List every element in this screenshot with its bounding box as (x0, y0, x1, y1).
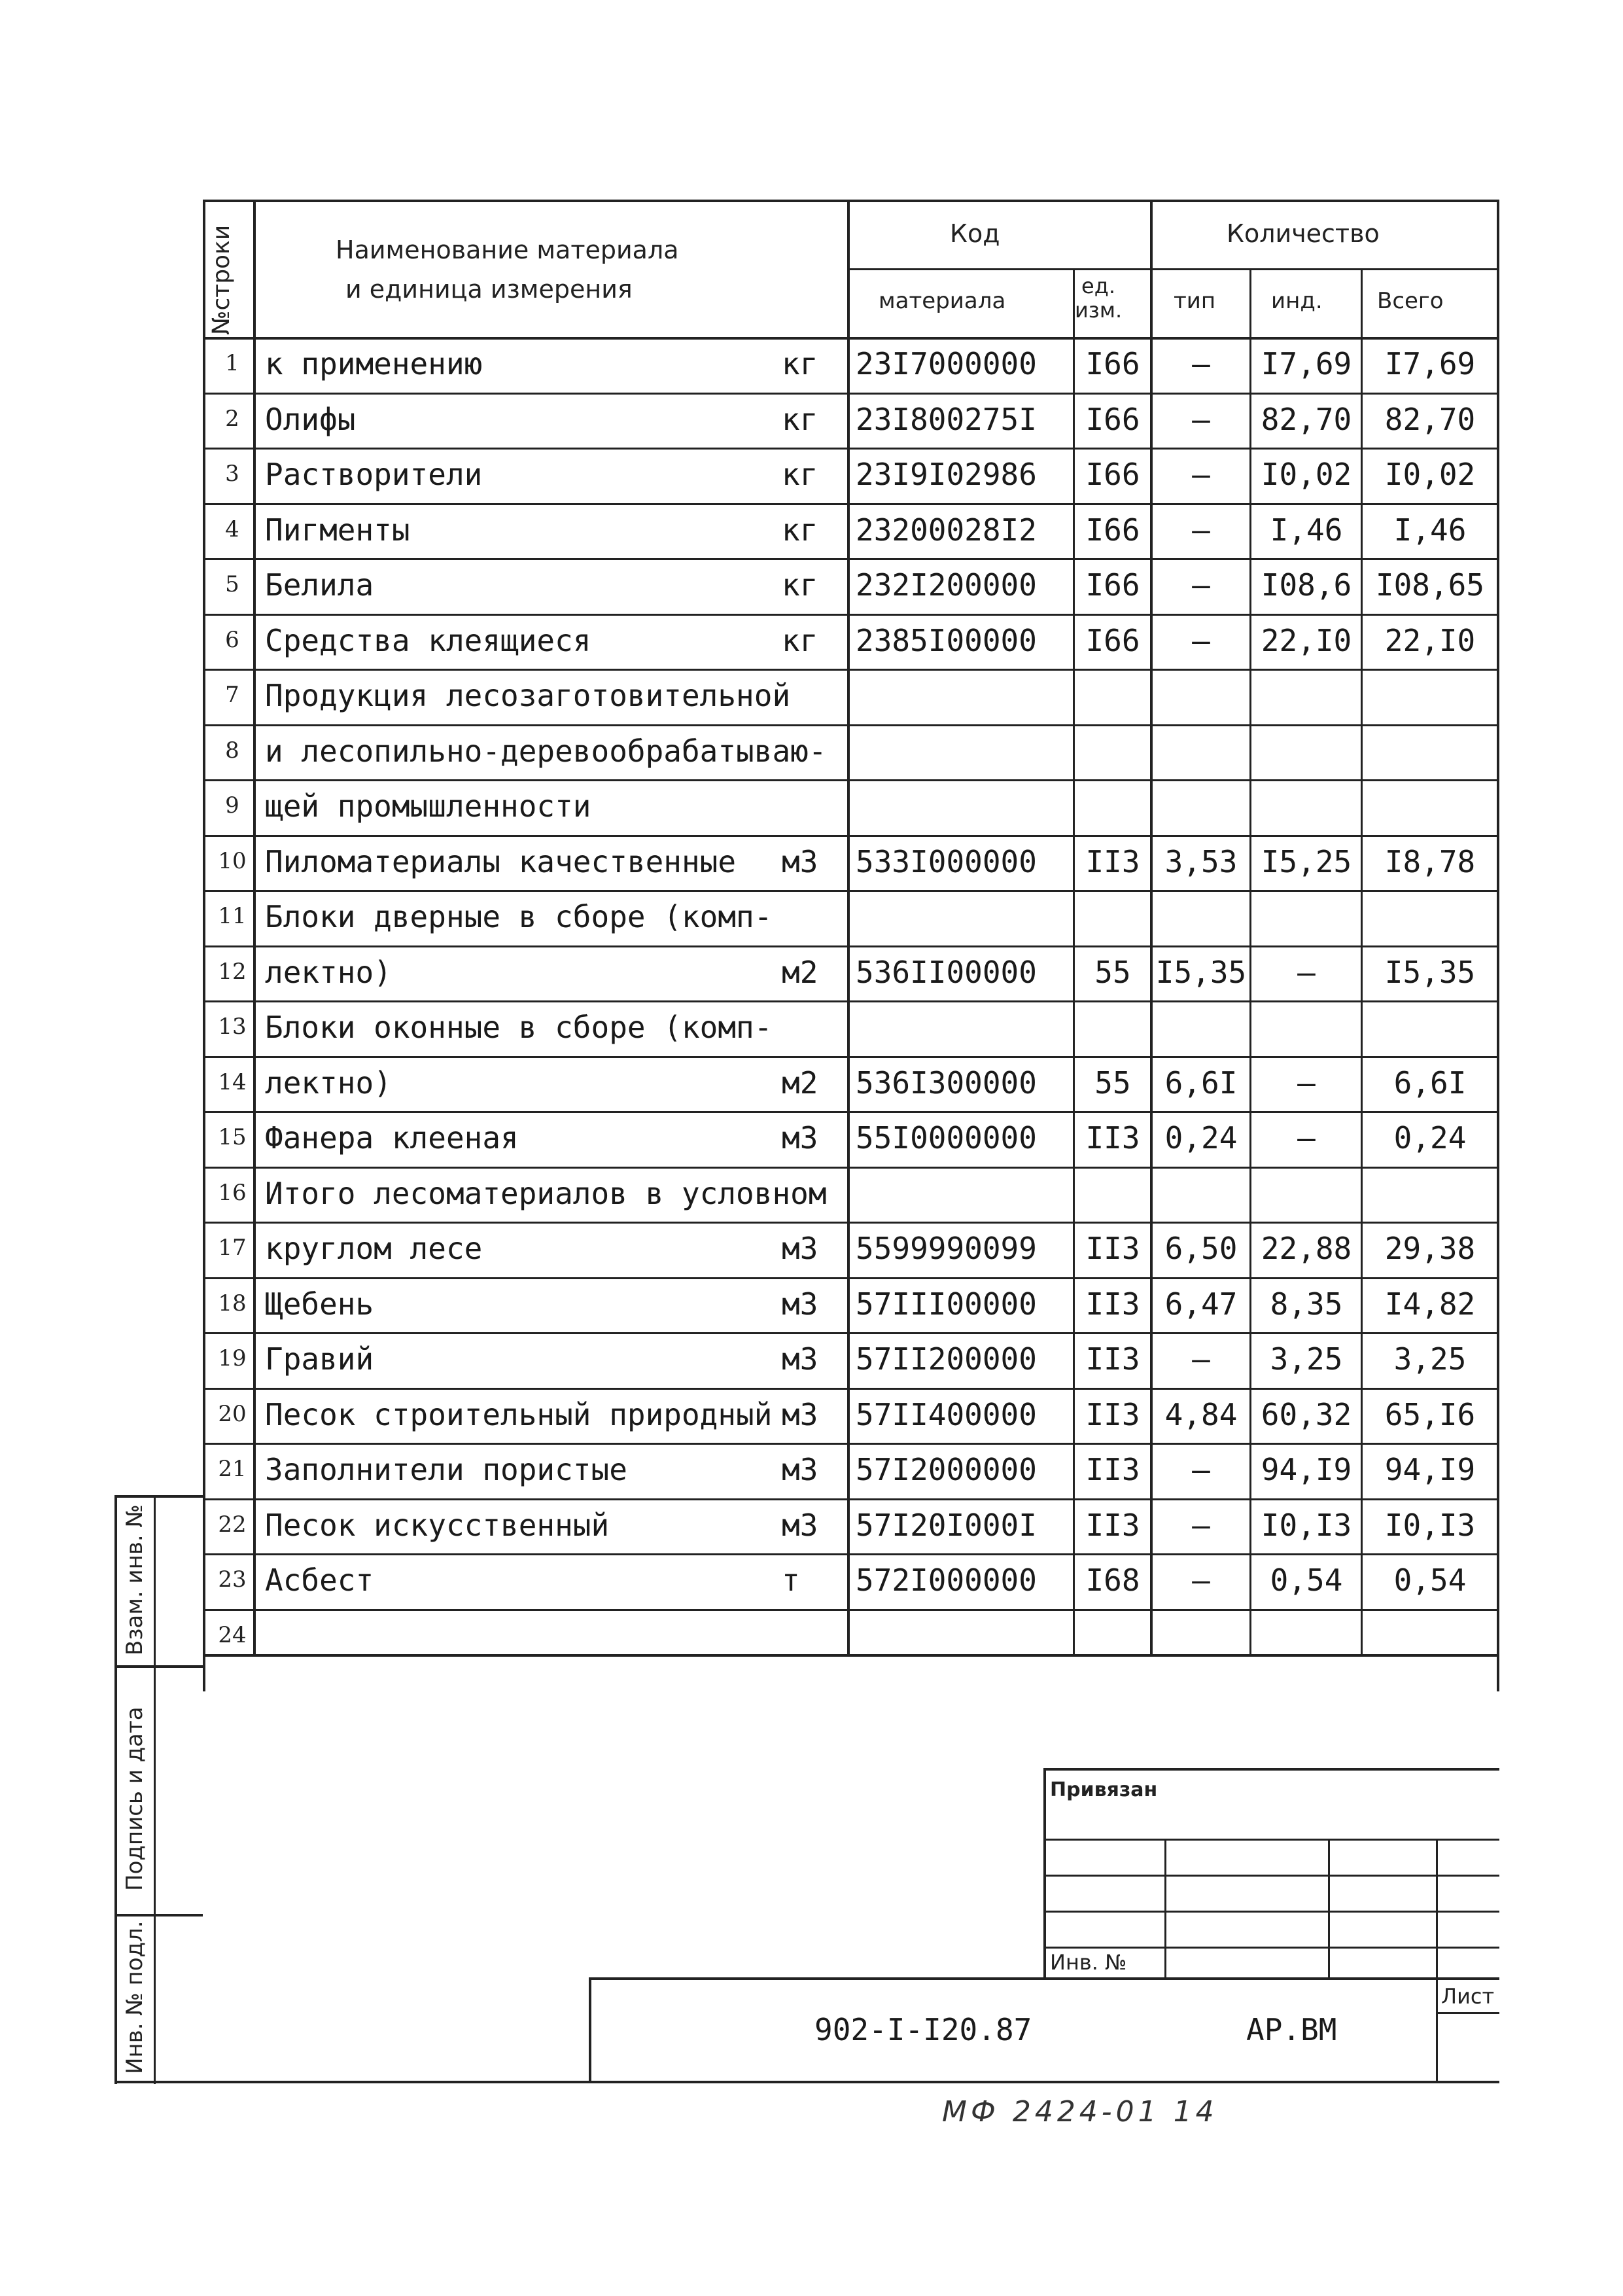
qty-type: – (1192, 401, 1210, 437)
qty-type: – (1192, 1563, 1210, 1598)
unit-code: II3 (1085, 843, 1140, 879)
qty-type: 0,24 (1164, 1120, 1238, 1156)
qty-ind: I0,I3 (1261, 1507, 1352, 1543)
qty-total: I0,I3 (1384, 1507, 1476, 1543)
material-name: Растворители (265, 457, 483, 492)
unit-code: II3 (1085, 1231, 1140, 1266)
unit-code: I66 (1085, 401, 1140, 437)
row-number: 4 (225, 516, 239, 542)
name-header-line1: Наименование материала (336, 236, 679, 264)
qty-type: – (1192, 622, 1210, 658)
qty-total: I08,65 (1375, 567, 1485, 603)
qty-total: 82,70 (1384, 401, 1476, 437)
row-divider (203, 779, 1499, 781)
code-header: Код (950, 219, 1000, 248)
row-divider (203, 614, 1499, 616)
qty-type: 6,50 (1164, 1231, 1238, 1266)
material-name: Пиломатериалы качественные (265, 843, 737, 879)
handwritten-marking: МФ 2424-01 14 (942, 2095, 1218, 2128)
row-number: 16 (218, 1179, 247, 1206)
qty-total: I8,78 (1384, 843, 1476, 879)
material-name: к применению (265, 346, 483, 381)
material-unit: кг (782, 512, 818, 548)
material-name: Гравий (265, 1341, 374, 1377)
material-name: круглом лесе (265, 1231, 483, 1266)
qty-total: 6,6I (1393, 1065, 1467, 1101)
material-unit: кг (782, 401, 818, 437)
material-unit: м3 (782, 1286, 818, 1322)
material-code: 57II200000 (856, 1341, 1037, 1377)
qty-total: I7,69 (1384, 346, 1476, 381)
qty-total-header: Всего (1377, 288, 1444, 314)
qty-ind: I,46 (1270, 512, 1343, 548)
row-divider (203, 393, 1499, 395)
row-divider (203, 1609, 1499, 1611)
unit-code: II3 (1085, 1341, 1140, 1377)
row-number: 8 (225, 737, 239, 764)
row-number: 24 (218, 1621, 247, 1648)
material-code: 57I20I000I (856, 1507, 1037, 1543)
qty-ind: 3,25 (1270, 1341, 1343, 1377)
material-name: Белила (265, 567, 374, 603)
unit-code: I66 (1085, 346, 1140, 381)
material-code: 2385I00000 (856, 622, 1037, 658)
qty-total: I,46 (1393, 512, 1467, 548)
material-code: 23200028I2 (856, 512, 1037, 548)
qty-type: – (1192, 1507, 1210, 1543)
material-code: 572I000000 (856, 1563, 1037, 1598)
material-name: Блоки оконные в сборе (комп- (265, 1010, 773, 1045)
row-number: 10 (218, 847, 247, 874)
unit-code: II3 (1085, 1120, 1140, 1156)
qty-type-header: тип (1174, 288, 1216, 314)
material-name: Итого лесоматериалов в условном (265, 1175, 827, 1211)
row-number: 2 (225, 405, 239, 432)
unit-code: I68 (1085, 1563, 1140, 1598)
qty-total: I4,82 (1384, 1286, 1476, 1322)
material-code: 23I800275I (856, 401, 1037, 437)
qty-ind: 8,35 (1270, 1286, 1343, 1322)
material-code: 536II00000 (856, 954, 1037, 990)
material-unit: м3 (782, 1507, 818, 1543)
qty-type: – (1192, 1341, 1210, 1377)
qty-total: 0,54 (1393, 1563, 1467, 1598)
qty-type: I5,35 (1155, 954, 1247, 990)
row-divider (203, 448, 1499, 450)
inv-no-label: Инв. № (1050, 1950, 1127, 1975)
row-number: 18 (218, 1290, 247, 1316)
qty-ind: I7,69 (1261, 346, 1352, 381)
material-name: Песок искусственный (265, 1507, 610, 1543)
qty-ind: – (1297, 1120, 1316, 1156)
material-name: лектно) (265, 1065, 392, 1101)
row-divider (203, 1332, 1499, 1334)
material-unit: кг (782, 567, 818, 603)
row-divider (203, 1111, 1499, 1113)
qty-type: 6,47 (1164, 1286, 1238, 1322)
qty-ind: I08,6 (1261, 567, 1352, 603)
qty-ind: I0,02 (1261, 457, 1352, 492)
sidebar-podpis: Подпись и дата (122, 1706, 148, 1891)
row-number: 21 (218, 1456, 247, 1482)
material-code: 23I9I02986 (856, 457, 1037, 492)
sidebar-inv-podl: Инв. № подл. (122, 1920, 148, 2074)
qty-total: 65,I6 (1384, 1396, 1476, 1432)
material-unit: м3 (782, 1120, 818, 1156)
row-number: 23 (218, 1566, 247, 1593)
material-name: Пигменты (265, 512, 410, 548)
qty-ind: – (1297, 954, 1316, 990)
material-unit: м3 (782, 1341, 818, 1377)
row-divider (203, 835, 1499, 837)
qty-type: 3,53 (1164, 843, 1238, 879)
row-number: 1 (225, 350, 239, 376)
unit-code: II3 (1085, 1452, 1140, 1487)
unit-code: I66 (1085, 457, 1140, 492)
material-unit: м3 (782, 843, 818, 879)
material-unit: кг (782, 346, 818, 381)
unit-code: II3 (1085, 1286, 1140, 1322)
qty-total: I0,02 (1384, 457, 1476, 492)
material-code: 57II400000 (856, 1396, 1037, 1432)
row-divider (203, 1167, 1499, 1169)
material-name: щей промышленности (265, 788, 591, 824)
qty-ind: 22,88 (1261, 1231, 1352, 1266)
material-unit: т (782, 1563, 800, 1598)
qty-total: I5,35 (1384, 954, 1476, 990)
unit-code: 55 (1094, 1065, 1131, 1101)
qty-total: 3,25 (1393, 1341, 1467, 1377)
material-name: лектно) (265, 954, 392, 990)
row-number: 22 (218, 1511, 247, 1538)
material-name: Средства клеящиеся (265, 622, 591, 658)
material-name: Песок строительный природный (265, 1396, 773, 1432)
row-divider (203, 558, 1499, 560)
material-name: Продукция лесозаготовительной (265, 678, 791, 713)
unit-code: 55 (1094, 954, 1131, 990)
list-label: Лист (1441, 1984, 1495, 2009)
material-code: 5599990099 (856, 1231, 1037, 1266)
row-number-header: №строки (208, 224, 235, 335)
material-name: Щебень (265, 1286, 374, 1322)
doc-code: 902-I-I20.87 (814, 2012, 1032, 2047)
material-code: 57I2000000 (856, 1452, 1037, 1487)
row-number: 17 (218, 1235, 247, 1261)
material-code: 57III00000 (856, 1286, 1037, 1322)
doc-mark: АР.ВМ (1246, 2012, 1337, 2047)
material-unit: м2 (782, 1065, 818, 1101)
quantity-header: Количество (1227, 219, 1380, 248)
qty-ind: 82,70 (1261, 401, 1352, 437)
row-number: 11 (218, 903, 247, 929)
code-unit-header-2: изм. (1075, 298, 1123, 323)
material-unit: кг (782, 622, 818, 658)
qty-total: 22,I0 (1384, 622, 1476, 658)
row-number: 7 (225, 682, 239, 708)
qty-type: – (1192, 567, 1210, 603)
row-number: 5 (225, 571, 239, 597)
row-number: 19 (218, 1345, 247, 1371)
row-number: 15 (218, 1124, 247, 1150)
qty-type: – (1192, 1452, 1210, 1487)
material-unit: м3 (782, 1452, 818, 1487)
code-unit-header-1: ед. (1081, 274, 1115, 298)
code-material-header: материала (879, 288, 1006, 314)
row-number: 9 (225, 792, 239, 819)
unit-code: I66 (1085, 512, 1140, 548)
sidebar-vzam: Взам. инв. № (122, 1504, 148, 1655)
material-name: Фанера клееная (265, 1120, 519, 1156)
row-number: 13 (218, 1014, 247, 1040)
material-code: 533I000000 (856, 843, 1037, 879)
qty-total: 0,24 (1393, 1120, 1467, 1156)
unit-code: I66 (1085, 567, 1140, 603)
row-divider (203, 890, 1499, 892)
material-code: 55I0000000 (856, 1120, 1037, 1156)
qty-ind-header: инд. (1271, 288, 1323, 314)
material-name: Заполнители пористые (265, 1452, 627, 1487)
unit-code: II3 (1085, 1396, 1140, 1432)
material-code: 232I200000 (856, 567, 1037, 603)
row-number: 14 (218, 1069, 247, 1095)
row-divider (203, 1056, 1499, 1058)
row-divider (203, 724, 1499, 726)
material-name: Олифы (265, 401, 356, 437)
qty-ind: 60,32 (1261, 1396, 1352, 1432)
qty-ind: 0,54 (1270, 1563, 1343, 1598)
row-number: 6 (225, 626, 239, 653)
row-divider (203, 503, 1499, 505)
material-unit: м3 (782, 1396, 818, 1432)
row-number: 20 (218, 1400, 247, 1427)
material-name: Блоки дверные в сборе (комп- (265, 899, 773, 934)
row-divider (203, 1000, 1499, 1002)
row-divider (203, 1388, 1499, 1390)
qty-ind: – (1297, 1065, 1316, 1101)
row-divider (203, 1443, 1499, 1445)
qty-type: – (1192, 346, 1210, 381)
qty-total: 29,38 (1384, 1231, 1476, 1266)
row-number: 3 (225, 461, 239, 487)
row-number: 12 (218, 958, 247, 985)
row-divider (203, 1222, 1499, 1224)
material-code: 536I300000 (856, 1065, 1037, 1101)
material-code: 23I7000000 (856, 346, 1037, 381)
row-divider (203, 1277, 1499, 1279)
qty-total: 94,I9 (1384, 1452, 1476, 1487)
qty-ind: 94,I9 (1261, 1452, 1352, 1487)
material-name: и лесопильно-деревообрабатываю- (265, 733, 827, 769)
name-header-line2: и единица измерения (345, 275, 633, 304)
qty-ind: I5,25 (1261, 843, 1352, 879)
qty-type: – (1192, 457, 1210, 492)
unit-code: II3 (1085, 1507, 1140, 1543)
privyazan-label: Привязан (1050, 1778, 1158, 1801)
qty-type: 4,84 (1164, 1396, 1238, 1432)
qty-type: 6,6I (1164, 1065, 1238, 1101)
unit-code: I66 (1085, 622, 1140, 658)
material-unit: кг (782, 457, 818, 492)
row-divider (203, 669, 1499, 671)
row-divider (203, 945, 1499, 947)
material-name: Асбест (265, 1563, 374, 1598)
qty-type: – (1192, 512, 1210, 548)
material-unit: м3 (782, 1231, 818, 1266)
material-unit: м2 (782, 954, 818, 990)
qty-ind: 22,I0 (1261, 622, 1352, 658)
row-divider (203, 1498, 1499, 1500)
row-divider (203, 1553, 1499, 1555)
